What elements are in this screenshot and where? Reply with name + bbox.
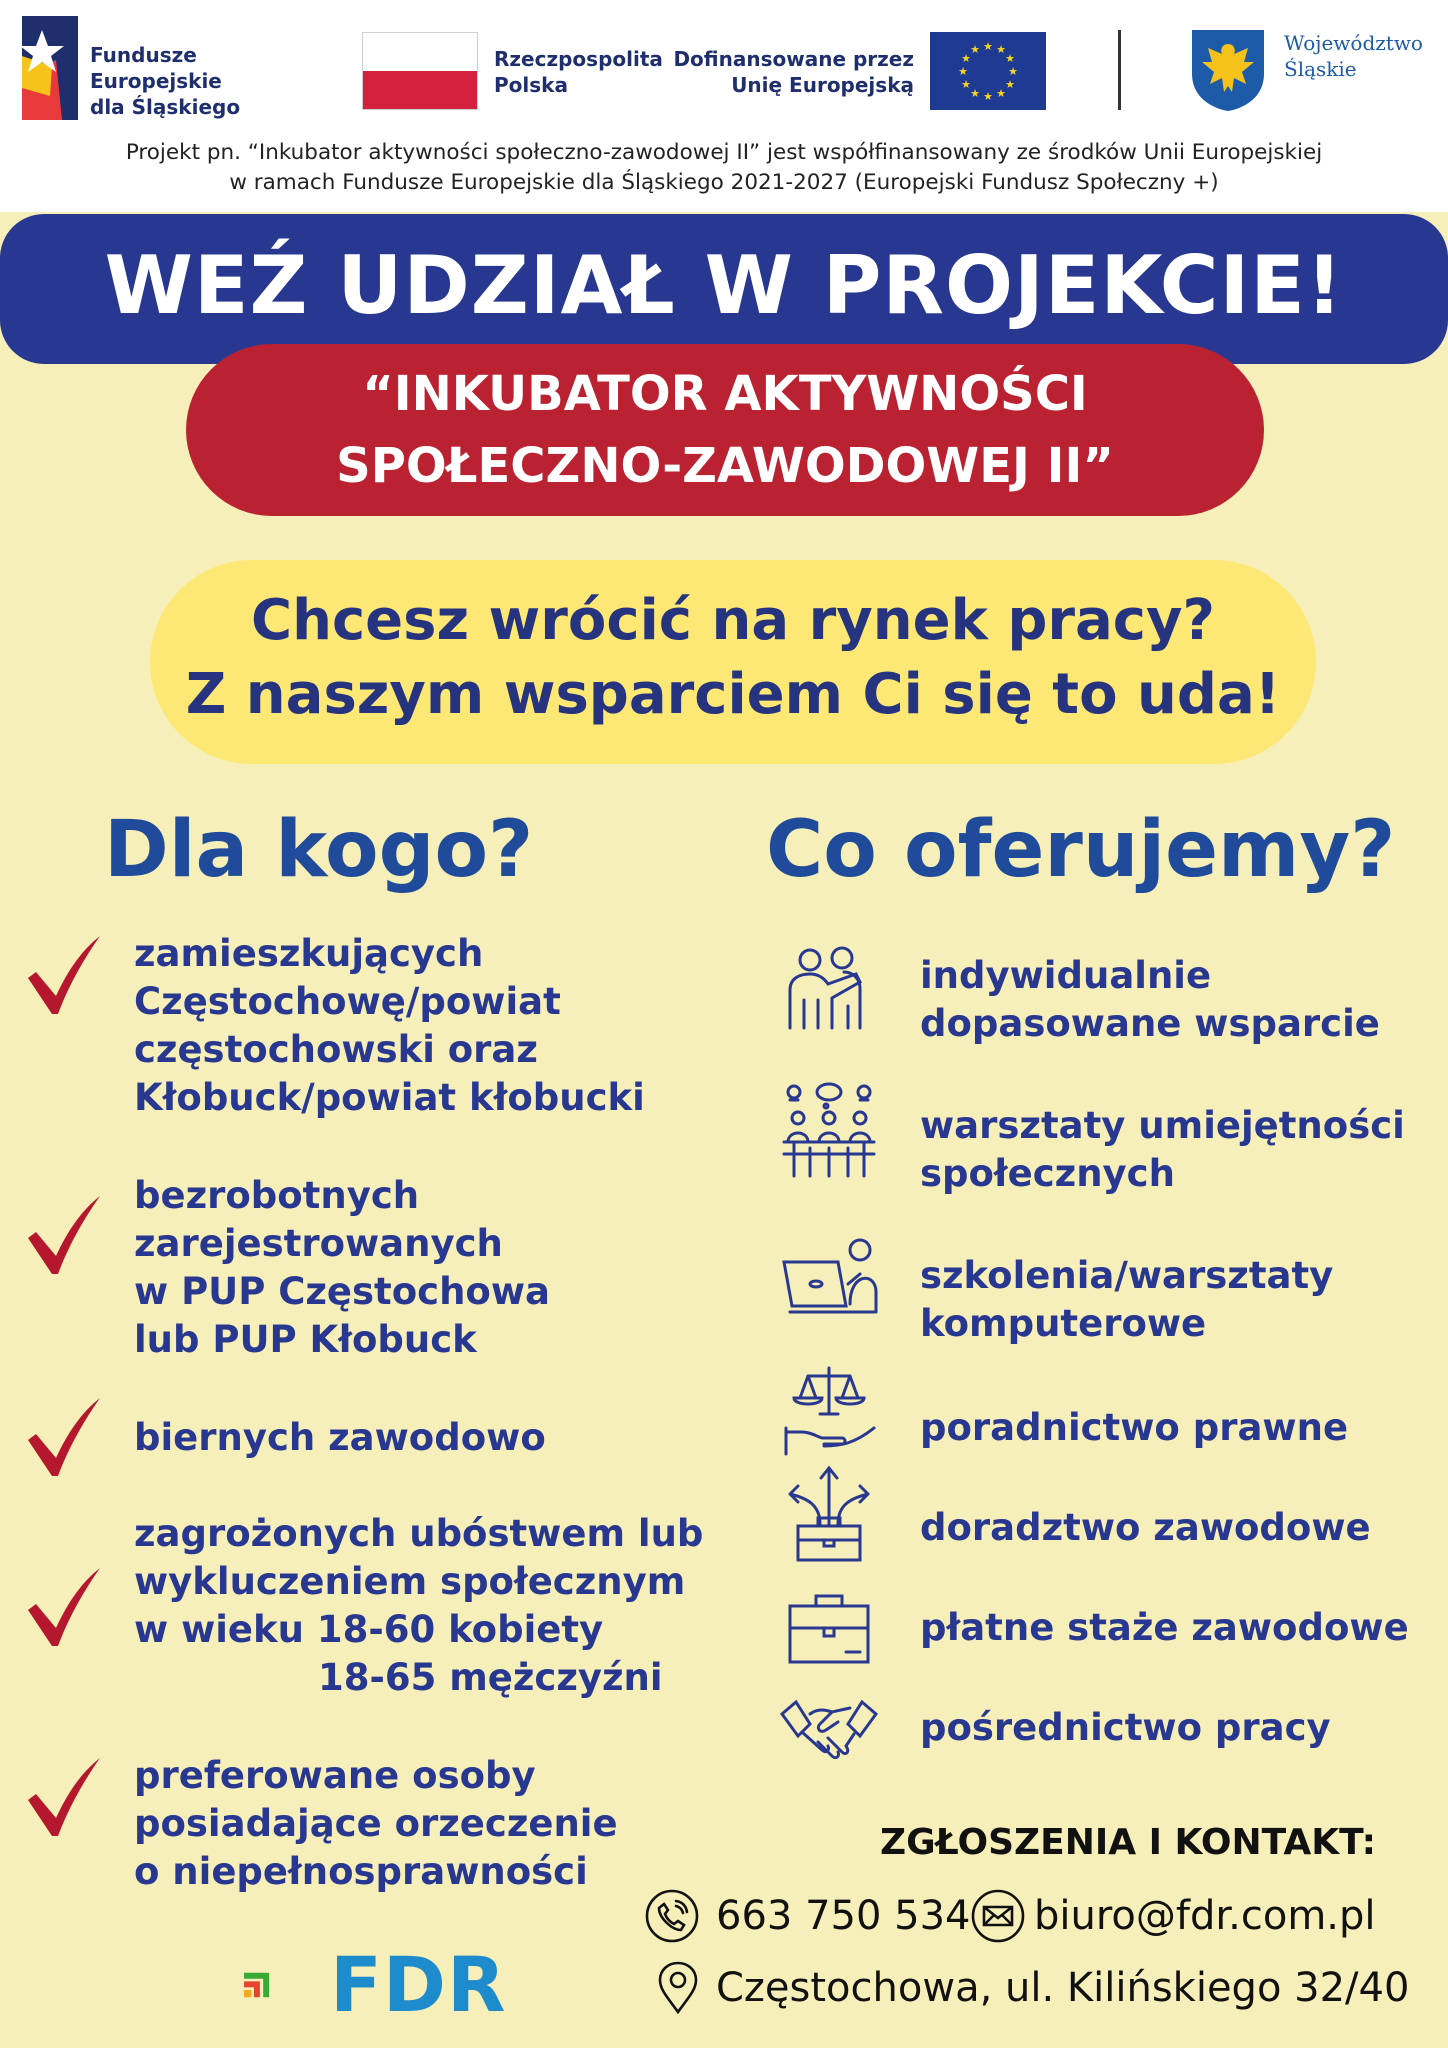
legal-scales-icon: [780, 1362, 878, 1460]
phone-icon: [644, 1888, 700, 1944]
eu-line1: Dofinansowane przez: [673, 47, 914, 71]
svg-text:★: ★: [958, 65, 968, 78]
location-pin-icon: [650, 1960, 706, 2016]
offer-item-paid-internships: [920, 1604, 1409, 1652]
item-line: zarejestrowanych: [134, 1222, 503, 1265]
for-whom-item-unemployed: [134, 1172, 550, 1364]
item-line: posiadające orzeczenie: [134, 1802, 618, 1845]
item-line: wykluczeniem społecznym: [134, 1560, 686, 1603]
fe-logo-icon: [22, 16, 78, 120]
project-info-line2: w ramach Fundusze Europejskie dla Śląskiego 2021-2027 (Europejski Fundusz Społeczny +): [229, 170, 1219, 195]
pl-line2: Polska: [494, 73, 568, 97]
woj-line1: Województwo: [1284, 31, 1423, 55]
offer-line: poradnictwo prawne: [920, 1406, 1349, 1449]
workshop-icon: [780, 1082, 878, 1180]
svg-text:★: ★: [1005, 52, 1015, 65]
offer-item-legal-advice: [920, 1404, 1348, 1452]
item-line: w wieku 18-60 kobiety: [134, 1608, 604, 1651]
offer-item-job-placement: [920, 1704, 1331, 1752]
item-line: lub PUP Kłobuck: [134, 1318, 477, 1361]
question-text: [150, 584, 1316, 732]
project-name-line1: “INKUBATOR AKTYWNOŚCI: [362, 366, 1088, 422]
email-icon: [970, 1888, 1026, 1944]
question-line2: Z naszym wsparciem Ci się to uda!: [185, 662, 1281, 727]
computer-training-icon: [780, 1232, 878, 1330]
pl-line1: Rzeczpospolita: [494, 47, 663, 71]
eu-line2: Unię Europejską: [731, 73, 914, 97]
poland-flag-icon: [362, 32, 478, 110]
offer-line: pośrednictwo pracy: [920, 1706, 1331, 1749]
fe-logo: [22, 16, 322, 120]
offer-item-career-counseling: [920, 1504, 1371, 1552]
item-line: Kłobuck/powiat kłobucki: [134, 1076, 645, 1119]
for-whom-item-poverty-risk: [134, 1510, 703, 1702]
for-whom-item-disability: [134, 1752, 618, 1896]
mentor-icon: [780, 944, 878, 1042]
check-icon: [24, 934, 104, 1016]
svg-text:★: ★: [961, 52, 971, 65]
contact-address: Częstochowa, ul. Kilińskiego 32/40: [716, 1965, 1410, 2011]
item-line: preferowane osoby: [134, 1754, 536, 1797]
offer-item-social-workshops: [920, 1102, 1405, 1198]
offer-line: komputerowe: [920, 1302, 1207, 1345]
item-line: Częstochowę/powiat: [134, 980, 561, 1023]
item-line: zagrożonych ubóstwem lub: [134, 1512, 704, 1555]
svg-text:★: ★: [961, 78, 971, 91]
check-icon: [24, 1756, 104, 1838]
offer-item-computer-training: [920, 1252, 1333, 1348]
item-line: w PUP Częstochowa: [134, 1270, 550, 1313]
project-name: [186, 358, 1264, 502]
svg-text:★: ★: [970, 43, 980, 56]
eu-flag-icon: [930, 32, 1046, 110]
offer-line: szkolenia/warsztaty: [920, 1254, 1334, 1297]
header-divider: [1118, 30, 1121, 110]
offer-line: dopasowane wsparcie: [920, 1002, 1380, 1045]
svg-text:★: ★: [983, 40, 993, 53]
item-line: zamieszkujących: [134, 932, 484, 975]
offer-line: indywidualnie: [920, 954, 1212, 997]
item-line: biernych zawodowo: [134, 1416, 546, 1459]
project-info-line1: Projekt pn. “Inkubator aktywności społeczno-zawodowej II” jest współfinansowany ze środków Unii Europejskiej: [125, 140, 1323, 165]
handshake-icon: [780, 1684, 878, 1782]
offer-item-individual-support: [920, 952, 1380, 1048]
for-whom-heading: Dla kogo?: [104, 805, 534, 895]
check-icon: [24, 1566, 104, 1648]
contact-phone[interactable]: 663 750 534: [716, 1893, 971, 1939]
for-whom-item-inactive: [134, 1414, 546, 1462]
briefcase-icon: [780, 1580, 878, 1678]
item-line: o niepełnosprawności: [134, 1850, 588, 1893]
svg-text:★: ★: [996, 87, 1006, 100]
offer-heading: Co oferujemy?: [766, 805, 1396, 895]
svg-text:★: ★: [970, 87, 980, 100]
offer-line: społecznych: [920, 1152, 1175, 1195]
project-name-line2: SPOŁECZNO-ZAWODOWEJ II”: [336, 438, 1114, 494]
main-title: WEŹ UDZIAŁ W PROJEKCIE!: [104, 239, 1344, 332]
contact-heading: ZGŁOSZENIA I KONTAKT:: [880, 1822, 1377, 1863]
career-arrows-icon: [780, 1464, 878, 1562]
offer-line: doradztwo zawodowe: [920, 1506, 1371, 1549]
check-icon: [24, 1396, 104, 1478]
svg-text:★: ★: [1005, 78, 1015, 91]
item-line: 18-65 mężczyźni: [318, 1656, 663, 1699]
item-line: bezrobotnych: [134, 1174, 420, 1217]
fe-logo-line2: dla Śląskiego: [90, 95, 241, 119]
for-whom-item-residents: [134, 930, 645, 1122]
offer-line: płatne staże zawodowe: [920, 1606, 1409, 1649]
fdr-logo-text: FDR: [330, 1940, 507, 2029]
svg-text:★: ★: [1008, 65, 1018, 78]
woj-line2: Śląskie: [1284, 57, 1357, 81]
svg-text:★: ★: [983, 90, 993, 103]
silesia-crest-icon: [1190, 28, 1266, 112]
item-line: częstochowski oraz: [134, 1028, 538, 1071]
fe-logo-line1: Fundusze Europejskie: [90, 43, 222, 93]
fdr-logo-icon: [244, 1948, 330, 2022]
svg-text:★: ★: [996, 43, 1006, 56]
question-line1: Chcesz wrócić na rynek pracy?: [250, 588, 1215, 653]
check-icon: [24, 1194, 104, 1276]
offer-line: warsztaty umiejętności: [920, 1104, 1405, 1147]
contact-email[interactable]: biuro@fdr.com.pl: [1034, 1893, 1376, 1939]
